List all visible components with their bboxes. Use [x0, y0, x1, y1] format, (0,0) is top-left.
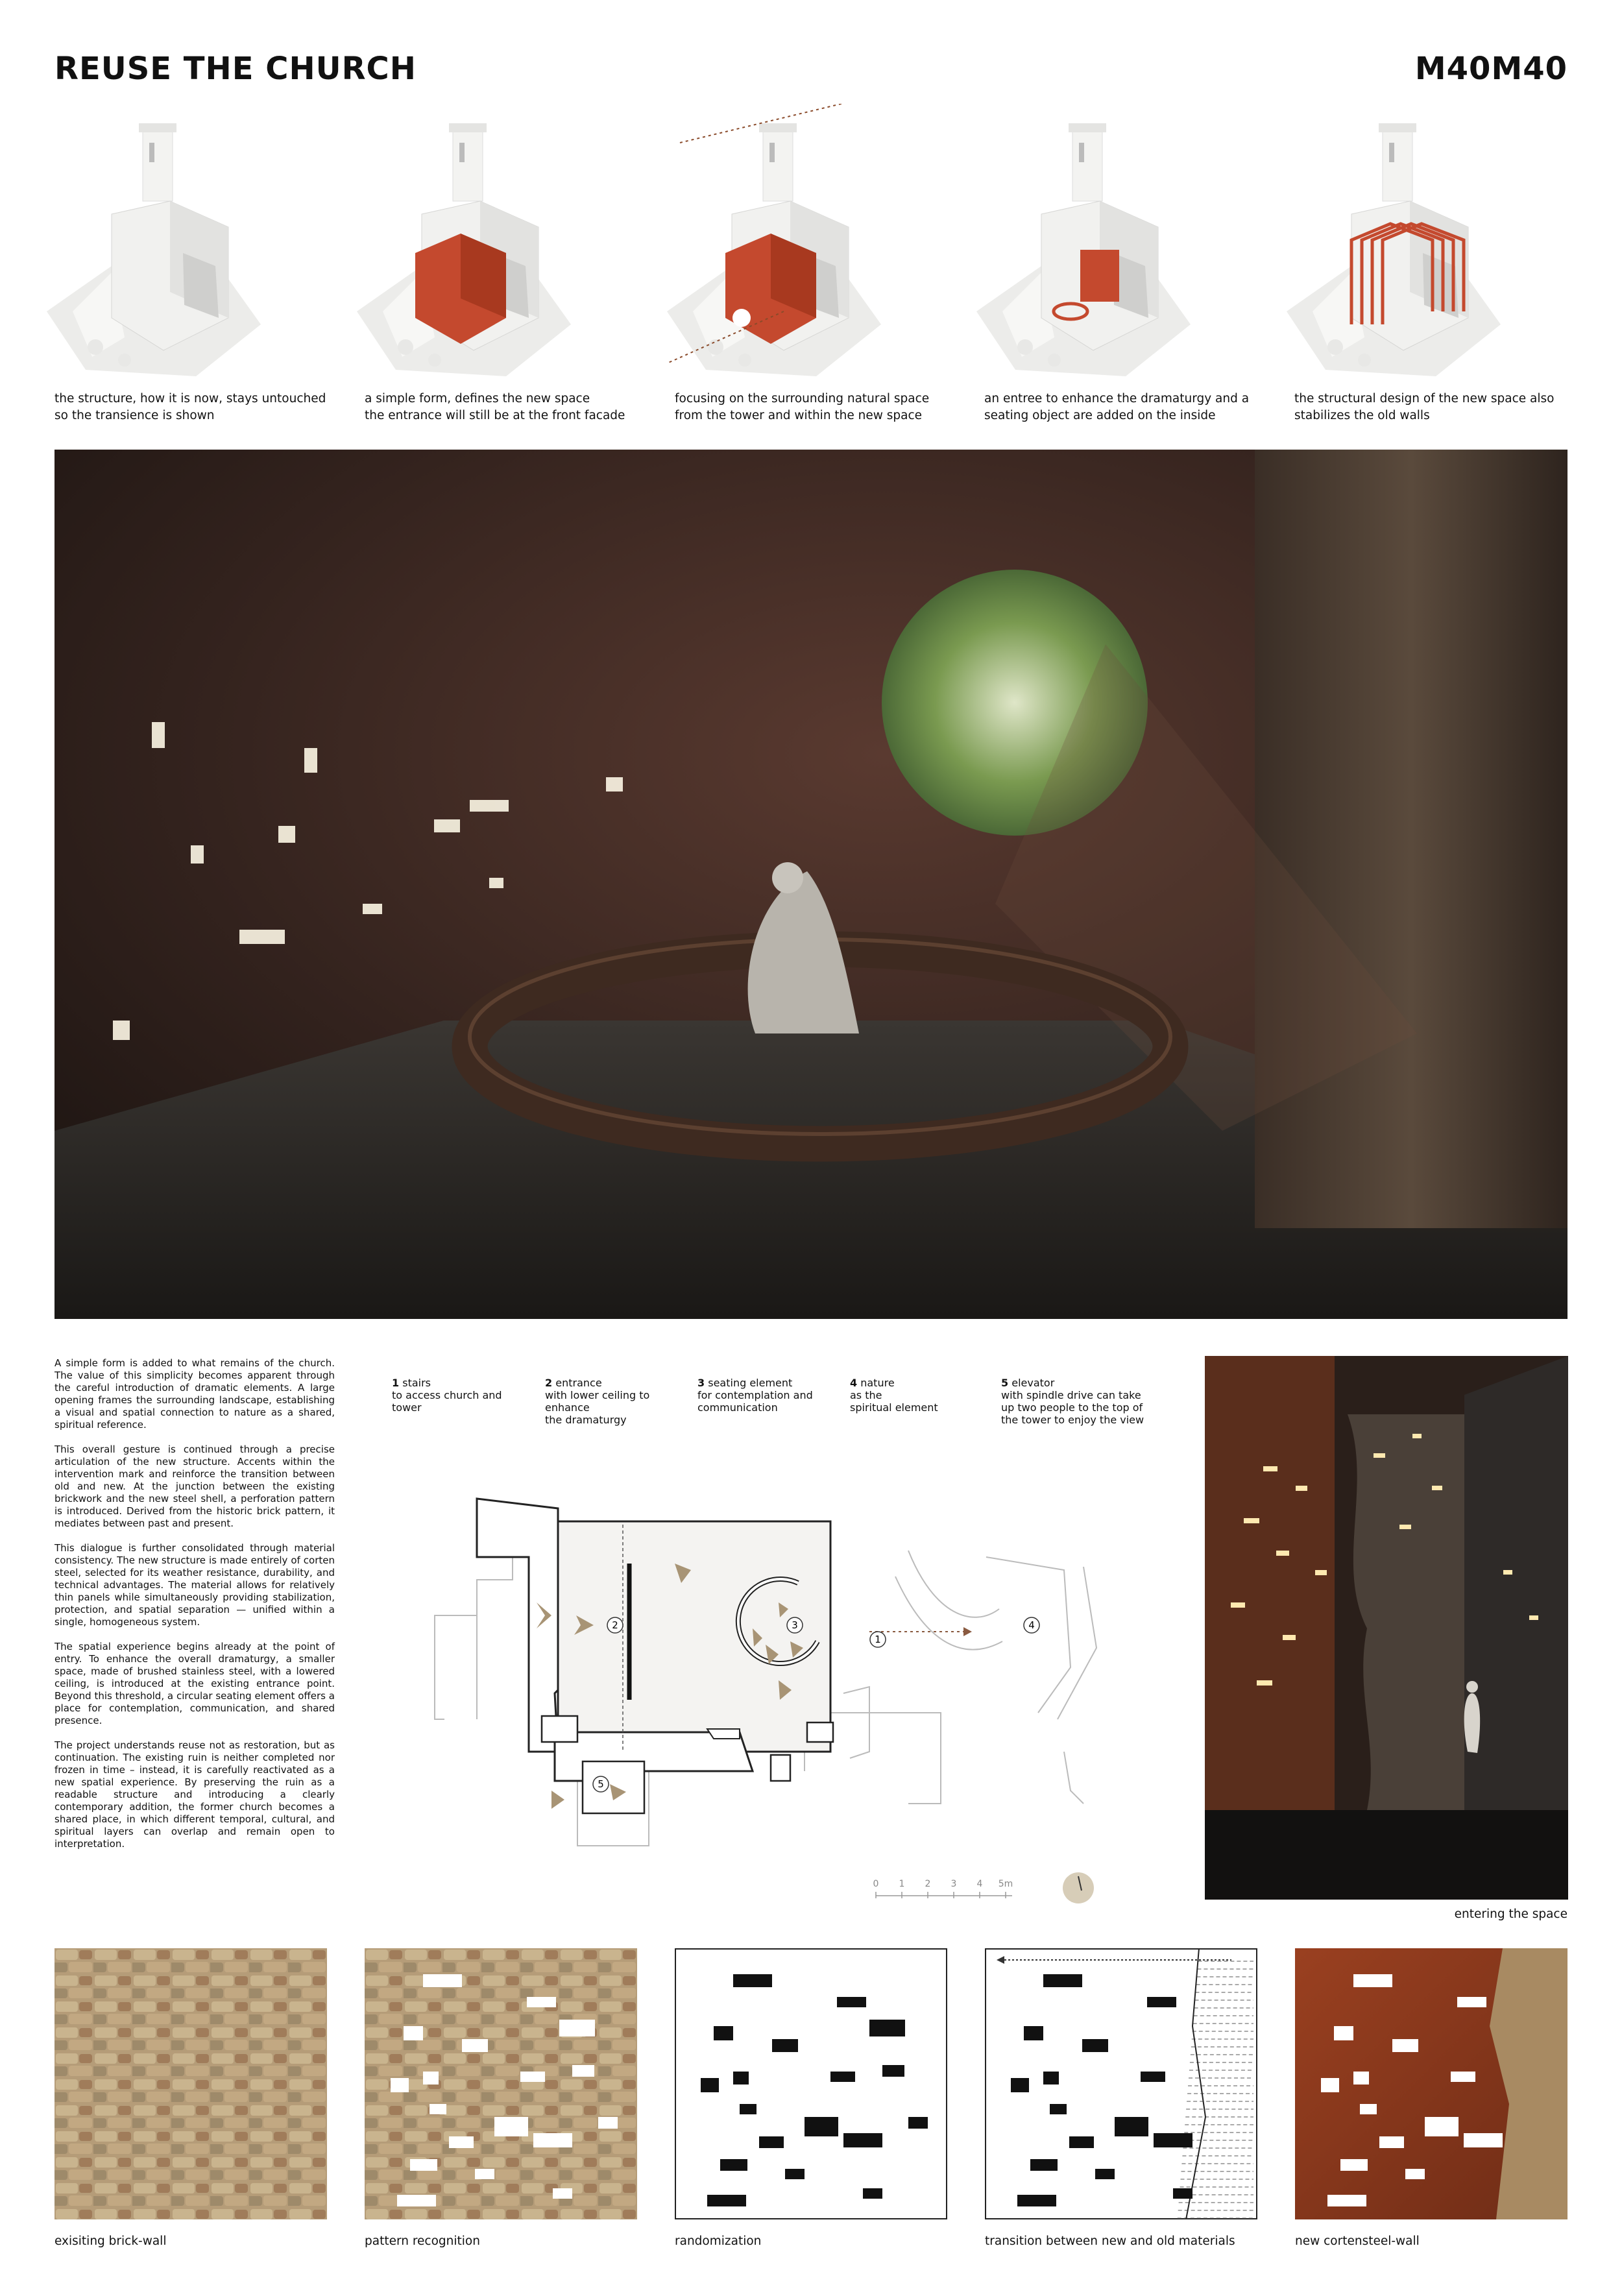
concept-diagram-3	[654, 104, 888, 383]
concept-diagram-caption	[365, 391, 644, 424]
description-paragraph: The spatial experience begins already at the point of entry. To enhance the overall dramaturgy, a smaller space, made of brushed stainless steel, with a lowered ceiling, is introduced at the existing entrance point. Beyond this threshold, a circular seating element offers a place for contemplation, communication, and shared presence.	[54, 1641, 335, 1726]
legend-item-5	[1001, 1377, 1157, 1426]
legend-text: to access church and	[392, 1389, 502, 1401]
legend-text: with spindle drive can take	[1001, 1389, 1141, 1401]
caption-line: the structure, how it is now, stays untouched	[54, 392, 326, 405]
legend-text: as the	[850, 1389, 882, 1401]
scale-tick: 0	[873, 1879, 879, 1889]
concept-diagram-1	[34, 104, 267, 383]
material-tile-5	[1295, 1948, 1568, 2219]
plan-marker-1: 1	[875, 1634, 881, 1645]
caption-line: the entrance will still be at the front facade	[365, 409, 625, 422]
legend-text: communication	[697, 1401, 778, 1414]
concept-diagram-caption	[984, 391, 1263, 424]
material-tile-4	[985, 1948, 1257, 2219]
legend-text: the tower to enjoy the view	[1001, 1414, 1144, 1426]
concept-diagram-5	[1274, 104, 1507, 383]
legend-text: seating element	[708, 1377, 793, 1389]
legend-text: up two people to the top of	[1001, 1401, 1143, 1414]
caption-line: an entree to enhance the dramaturgy and a	[984, 392, 1250, 405]
legend-text: spiritual element	[850, 1401, 938, 1414]
legend-item-4	[850, 1377, 1009, 1414]
description-paragraph: A simple form is added to what remains of the church. The value of this simplicity becomes apparent through the careful introduction of dramatic elements. A large opening frames the surrounding landscape, establishing a visual and spatial connection to nature as a shared, spiritual reference.	[54, 1357, 335, 1431]
scale-tick: 2	[925, 1879, 931, 1889]
scale-tick: 4	[976, 1879, 983, 1889]
legend-item-1	[392, 1377, 548, 1414]
legend-number: 3	[697, 1377, 705, 1389]
caption-line: the structural design of the new space also	[1294, 392, 1555, 405]
scale-tick: 5m	[998, 1879, 1013, 1889]
legend-text: stairs	[402, 1377, 431, 1389]
legend-text: tower	[392, 1401, 422, 1414]
caption-line: a simple form, defines the new space	[365, 392, 590, 405]
legend-text: elevator	[1011, 1377, 1055, 1389]
plan-marker-3: 3	[792, 1619, 798, 1631]
legend-text: enhance	[545, 1401, 590, 1414]
legend-text: entrance	[555, 1377, 602, 1389]
plan-marker-4: 4	[1028, 1619, 1035, 1631]
main-interior-render	[54, 450, 1568, 1319]
material-tile-label: pattern recognition	[365, 2234, 480, 2248]
legend-text: the dramaturgy	[545, 1414, 627, 1426]
concept-diagram-caption	[54, 391, 333, 424]
plan-marker-5: 5	[598, 1778, 604, 1790]
plan-marker-2: 2	[612, 1619, 618, 1631]
caption-line: seating object are added on the inside	[984, 409, 1216, 422]
north-arrow-icon	[1063, 1872, 1094, 1903]
concept-diagram-caption	[675, 391, 954, 424]
material-tile-label: exisiting brick-wall	[54, 2234, 167, 2248]
concept-diagram-4	[963, 104, 1197, 383]
description-paragraph: This dialogue is further consolidated through material consistency. The new structure is made entirely of corten steel, selected for its weather resistance, durability, and technical advantages. The material allows for relatively thin panels while simultaneously providing stabilization, protection, and spatial separation — unified within a single, homogeneous system.	[54, 1542, 335, 1628]
description-paragraph: This overall gesture is continued through a precise articulation of the new structure. Accents within the intervention mark and reinforce the transition between old and new. At the junction between the existing brickwork and the new steel shell, a perforation pattern is introduced. Derived from the historic brick pattern, it mediates between past and present.	[54, 1444, 335, 1529]
material-tile-1	[54, 1948, 327, 2219]
caption-line: stabilizes the old walls	[1294, 409, 1430, 422]
floor-plan	[415, 1479, 1155, 1855]
scale-tick: 1	[899, 1879, 905, 1889]
material-tile-2	[365, 1948, 637, 2219]
scale-bar	[863, 1868, 1096, 1914]
description-paragraph: The project understands reuse not as restoration, but as continuation. The existing ruin is neither completed nor frozen in time – instead, it is carefully reactivated as a new spatial experience. By preserving the ruin as a readable structure and introducing a clearly contemporary addition, the former church becomes a shared place, in which different temporal, cultural, and spiritual layers can overlap and remain open to interpretation.	[54, 1739, 335, 1850]
legend-item-2	[545, 1377, 701, 1426]
page-title: REUSE THE CHURCH	[54, 51, 417, 87]
entry-render	[1205, 1356, 1568, 1900]
legend-number: 1	[392, 1377, 400, 1389]
legend-number: 2	[545, 1377, 553, 1389]
concept-diagram-caption	[1294, 391, 1573, 424]
legend-item-3	[697, 1377, 853, 1414]
material-tile-3	[675, 1948, 947, 2219]
concept-diagram-2	[344, 104, 577, 383]
legend-text: for contemplation and	[697, 1389, 813, 1401]
caption-line: focusing on the surrounding natural space	[675, 392, 930, 405]
entry-caption: entering the space	[1454, 1907, 1568, 1921]
caption-line: so the transience is shown	[54, 409, 215, 422]
legend-number: 5	[1001, 1377, 1009, 1389]
material-tile-label: new cortensteel-wall	[1295, 2234, 1420, 2248]
caption-line: from the tower and within the new space	[675, 409, 923, 422]
scale-tick: 3	[950, 1879, 957, 1889]
material-tile-label: transition between new and old materials	[985, 2234, 1235, 2248]
project-description	[54, 1357, 335, 1863]
brand-logo: M40M40	[1414, 51, 1568, 87]
legend-number: 4	[850, 1377, 858, 1389]
legend-text: with lower ceiling to	[545, 1389, 650, 1401]
material-tile-label: randomization	[675, 2234, 762, 2248]
legend-text: nature	[860, 1377, 895, 1389]
